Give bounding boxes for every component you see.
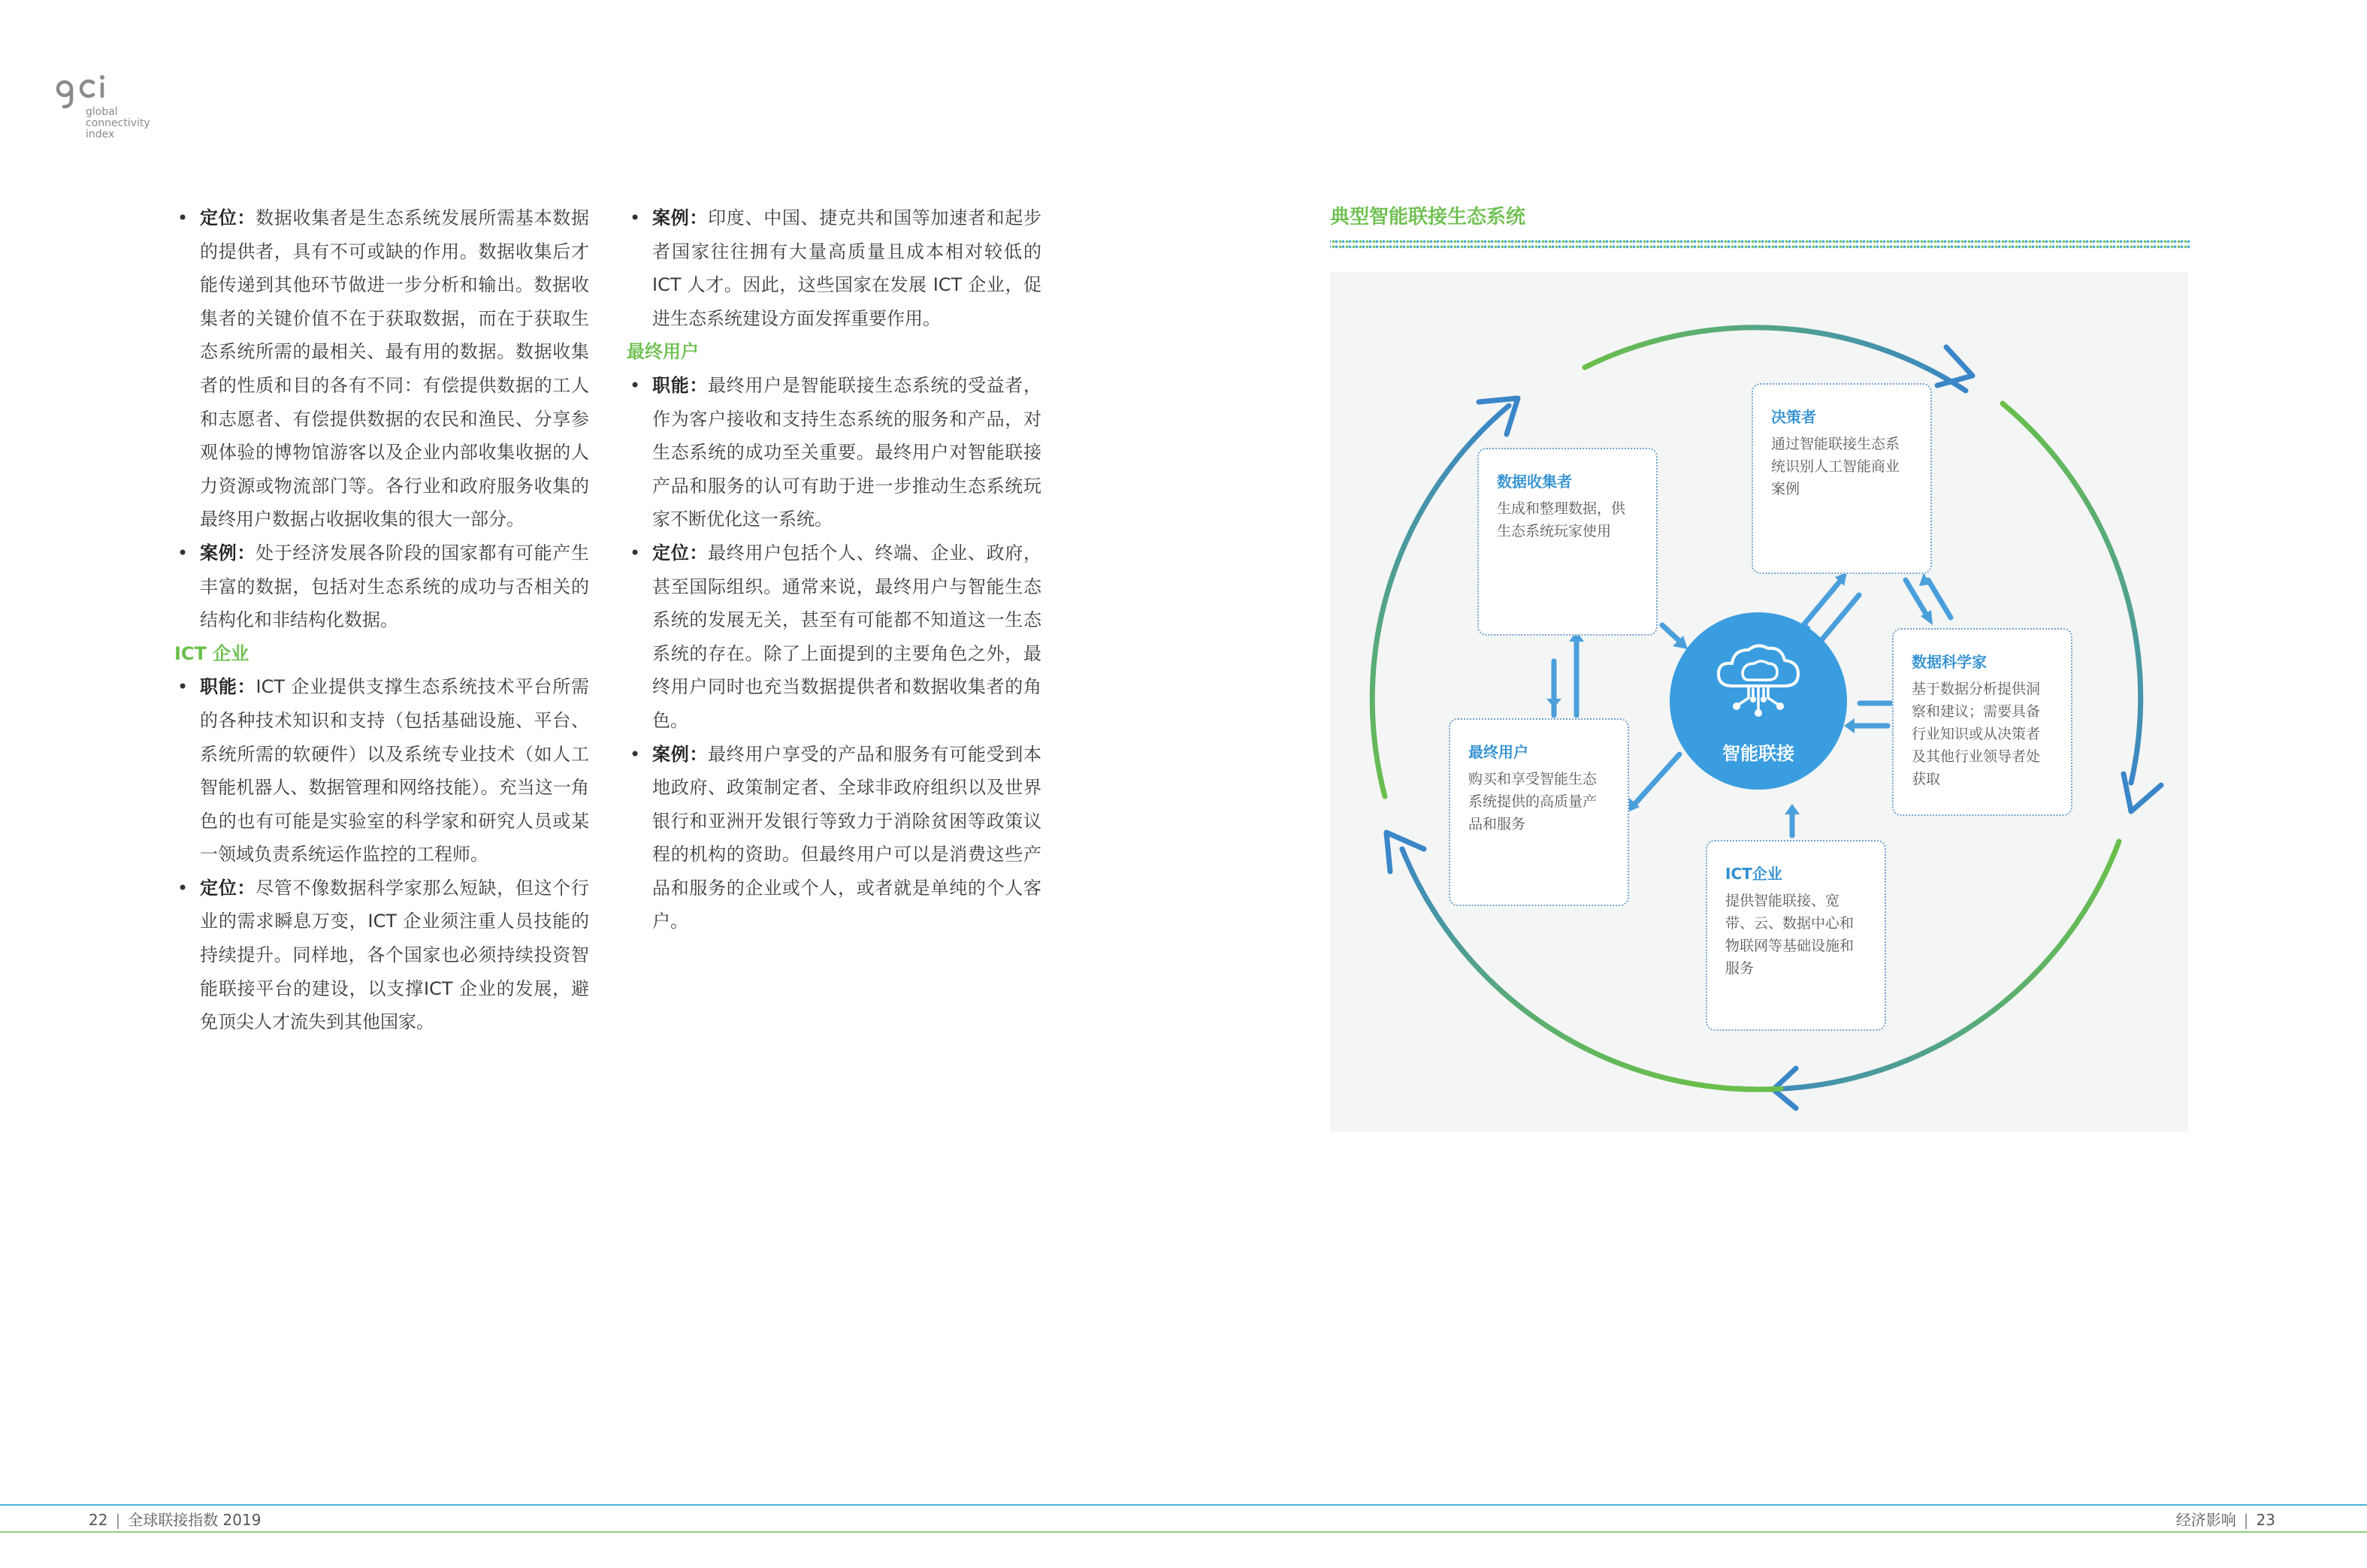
card-title: 决策者 (1771, 408, 1816, 426)
bullet-item (174, 201, 589, 536)
left-text-column (174, 201, 589, 1039)
footer-right (2176, 1510, 2275, 1530)
bullet-text: 最终用户是智能联接生态系统的受益者，作为客户接收和支持生态系统的服务和产品，对生态系统的成功至关重要。最终用户对智能联接产品和服务的认可有助于进一步推动生态系统玩家不断优化这一系统。 (652, 374, 1042, 530)
section-heading: 最终用户 (627, 341, 699, 363)
card-title: 数据收集者 (1497, 473, 1572, 491)
card-end-user (1449, 718, 1629, 906)
card-desc: 生成和整理数据，供生态系统玩家使用 (1497, 500, 1626, 539)
bullet-label: 定位： (652, 542, 709, 563)
bullet-text: 最终用户享受的产品和服务有可能受到本地政府、政策制定者、全球非政府组织以及世界银行和亚洲开发银行等致力于消除贫困等政策议程的机构的资助。但最终用户可以是消费这些产品和服务的企业或个人，或者就是单纯的个人客户。 (652, 743, 1042, 932)
figure-title-divider (1330, 239, 2191, 249)
footer-separator: | (2243, 1511, 2249, 1529)
cloud-network-icon (1710, 639, 1807, 722)
card-desc: 提供智能联接、宽带、云、数据中心和物联网等基础设施和服务 (1725, 893, 1855, 977)
bullet-text: ICT 企业提供支撑生态系统技术平台所需的各种技术知识和支持（包括基础设施、平台、系统所需的软硬件）以及系统专业技术（如人工智能机器人、数据管理和网络技能）。充当这一角色的也有可能是实验室的科学家和研究人员或某一领域负责系统运作监控的工程师。 (200, 676, 590, 866)
card-desc: 基于数据分析提供洞察和建议；需要具备行业知识或从决策者及其他行业领导者处获取 (1912, 681, 2041, 787)
bullet-label: 案例： (652, 207, 709, 228)
gci-logo-text: global connectivity index (86, 106, 150, 140)
card-data-collector (1477, 448, 1658, 636)
bullet-item (627, 369, 1041, 536)
card-decision-maker (1752, 383, 1932, 574)
footer-title-left: 全球联接指数 2019 (128, 1511, 261, 1529)
page-number-right: 23 (2256, 1511, 2275, 1529)
bullet-label: 职能： (652, 374, 709, 396)
bullet-item (174, 872, 589, 1039)
bullet-text: 处于经济发展各阶段的国家都有可能产生丰富的数据，包括对生态系统的成功与否相关的结构化和非结构化数据。 (200, 542, 590, 631)
bullet-label: 职能： (200, 676, 256, 698)
gci-logo (56, 74, 168, 141)
bullet-text: 最终用户包括个人、终端、企业、政府，甚至国际组织。通常来说，最终用户与智能生态系统的发展无关，甚至有可能都不知道这一生态系统的存在。除了上面提到的主要角色之外，最终用户同时也充当数据提供者和数据收集者的角色。 (652, 542, 1042, 731)
hub-smart-connectivity (1670, 612, 1847, 790)
bullet-item (174, 536, 589, 637)
card-title: 最终用户 (1468, 743, 1528, 761)
bullet-text: 印度、中国、捷克共和国等加速者和起步者国家往往拥有大量高质量且成本相对较低的 ICT 人才。因此，这些国家在发展 ICT 企业，促进生态系统建设方面发挥重要作用。 (652, 207, 1042, 329)
bullet-text: 数据收集者是生态系统发展所需基本数据的提供者，具有不可或缺的作用。数据收集后才能传递到其他环节做进一步分析和输出。数据收集者的关键价值不在于获取数据，而在于获取生态系统所需的最相关、最有用的数据。数据收集者的性质和目的各有不同：有偿提供数据的工人和志愿者、有偿提供数据的农民和渔民、分享参观体验的博物馆游客以及企业内部收集收据的人力资源或物流部门等。各行业和政府服务收集的最终用户数据占收据收集的很大一部分。 (200, 207, 590, 530)
footer-divider-top (0, 1504, 2367, 1506)
bullet-item (627, 738, 1041, 939)
bullet-item (627, 201, 1041, 335)
bullet-text: 尽管不像数据科学家那么短缺，但这个行业的需求瞬息万变，ICT 企业须注重人员技能的持续提升。同样地，各个国家也必须持续投资智能联接平台的建设，以支撑ICT 企业的发展，避免顶尖人才流失到其他国家。 (200, 877, 590, 1033)
bullet-label: 案例： (200, 542, 256, 563)
card-data-scientist (1892, 628, 2072, 816)
footer-title-right: 经济影响 (2175, 1511, 2236, 1529)
figure-title: 典型智能联接生态系统 (1330, 206, 1526, 228)
footer-separator: | (115, 1511, 121, 1529)
right-text-column (627, 201, 1041, 938)
page-number-left: 22 (89, 1511, 108, 1529)
section-heading: ICT 企业 (174, 642, 249, 664)
footer-left (89, 1510, 261, 1530)
bullet-item (627, 536, 1041, 738)
bullet-label: 定位： (200, 877, 256, 899)
card-ict-company (1706, 840, 1886, 1031)
bullet-label: 定位： (200, 207, 256, 228)
card-title: ICT企业 (1725, 865, 1782, 883)
card-title: 数据科学家 (1912, 653, 1987, 671)
footer-divider-bottom (0, 1531, 2367, 1533)
bullet-label: 案例： (652, 743, 709, 765)
hub-label: 智能联接 (1722, 743, 1794, 764)
card-desc: 购买和享受智能生态系统提供的高质量产品和服务 (1468, 771, 1598, 832)
bullet-item (174, 670, 589, 872)
card-desc: 通过智能联接生态系统识别人工智能商业案例 (1771, 436, 1900, 497)
